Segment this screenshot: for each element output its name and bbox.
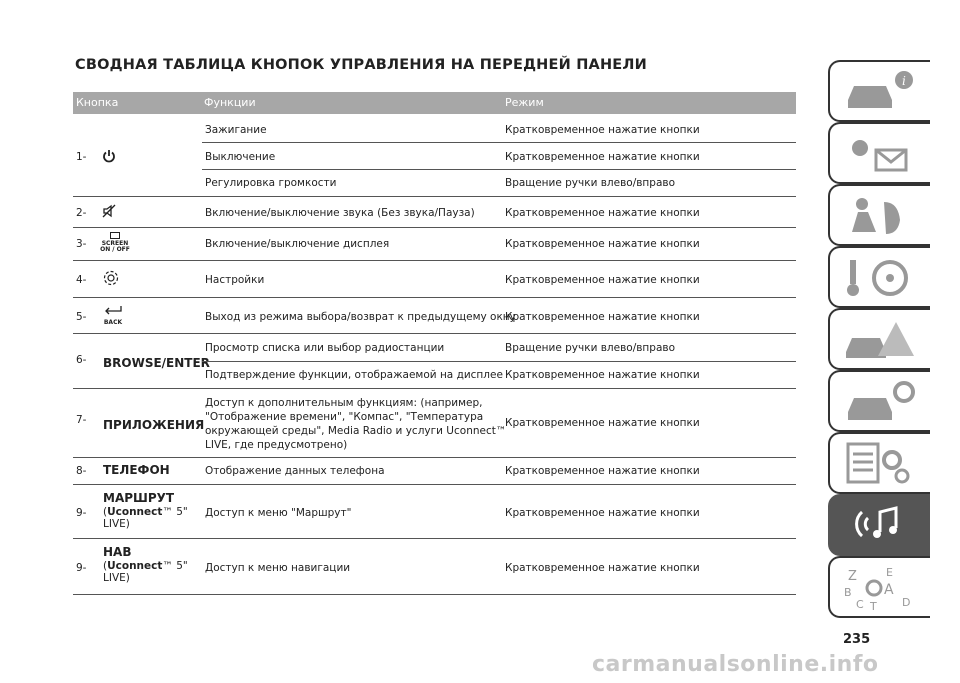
tab-multimedia[interactable] [828,494,930,556]
gear-icon [101,268,121,288]
function-text [205,396,506,452]
row-divider [73,227,796,228]
function-line: окружающей среды", Media Radio и услуги Uconnect™ [205,425,507,437]
mode-text: Кратковременное нажатие кнопки [505,274,700,286]
row-divider [73,196,796,197]
nav-label: НАВ [103,545,132,559]
back-icon [102,304,124,316]
mode-text: Кратковременное нажатие кнопки [505,207,700,219]
header-function: Функции [204,96,256,109]
mode-text: Кратковременное нажатие кнопки [505,507,700,519]
row-number: 7- [76,414,87,426]
mode-text: Кратковременное нажатие кнопки [505,238,700,250]
header-button: Кнопка [76,96,119,109]
row-number: 2- [76,207,87,219]
mode-text: Кратковременное нажатие кнопки [505,124,700,136]
row-number: 4- [76,274,87,286]
car-info-icon [840,68,920,114]
function-text: Подтверждение функции, отображаемой на дисплее [205,369,503,381]
index-letter: C [856,598,864,610]
index-letter: A [884,582,894,598]
screen-label: SCREEN [101,240,129,247]
row-divider [202,142,796,143]
emergency-icon [840,316,920,362]
function-text: Выключение [205,151,276,163]
function-text: Включение/выключение звука (Без звука/Пауза) [205,207,475,219]
phone-label: ТЕЛЕФОН [103,463,170,477]
tab-maintenance[interactable] [828,370,930,432]
header-mode: Режим [505,96,544,109]
mode-text: Кратковременное нажатие кнопки [505,562,700,574]
function-text: Отображение данных телефона [205,465,385,477]
row-divider [202,169,796,170]
mode-text: Кратковременное нажатие кнопки [505,311,700,323]
mode-text: Кратковременное нажатие кнопки [505,417,700,429]
tab-emergency[interactable] [828,308,930,370]
function-text: Включение/выключение дисплея [205,238,390,250]
row-divider [73,484,796,485]
model-note: (Uconnect™ 5" LIVE) [103,506,188,530]
row-divider [73,260,796,261]
function-line: "Отображение времени", "Компас", "Температура [205,411,484,423]
index-icon [840,564,920,610]
row-number: 8- [76,465,87,477]
row-divider [73,538,796,539]
maintenance-icon [840,378,920,424]
row-number: 5- [76,311,87,323]
screen-label: ON / OFF [100,246,130,253]
model-note: (Uconnect™ 5" LIVE) [103,560,188,584]
tab-car-info[interactable] [828,60,930,122]
function-text: Выход из режима выбора/возврат к предыдущему окну [205,311,516,323]
function-text: Доступ к меню навигации [205,562,351,574]
function-text: Зажигание [205,124,267,136]
tab-warning-lights[interactable] [828,122,930,184]
index-letter: E [886,566,893,579]
index-letter: B [844,586,852,599]
tab-technical-data[interactable] [828,432,930,494]
row-divider [73,594,796,595]
svg-text:i: i [902,74,906,88]
row-number: 3- [76,238,87,250]
apps-label: ПРИЛОЖЕНИЯ [103,418,205,432]
browse-enter-label: BROWSE/ENTER [103,356,210,370]
index-letter: D [902,596,911,609]
safety-icon [840,192,920,238]
driving-icon [840,254,920,300]
function-text: Настройки [205,274,265,286]
mode-text: Кратковременное нажатие кнопки [505,465,700,477]
function-text: Регулировка громкости [205,177,337,189]
function-text: Доступ к меню "Маршрут" [205,507,352,519]
watermark: carmanualsonline.info [592,652,879,677]
technical-data-icon [840,440,920,486]
function-line: Доступ к дополнительным функциям: (например, [205,397,483,409]
row-number: 6- [76,354,87,366]
mode-text: Кратковременное нажатие кнопки [505,151,700,163]
row-divider [73,388,796,389]
index-letter: T [870,600,877,610]
back-label: BACK [103,319,123,326]
mode-text: Вращение ручки влево/вправо [505,342,675,354]
warning-lights-icon [840,130,920,176]
multimedia-icon [840,502,920,548]
tab-index[interactable] [828,556,930,618]
row-number: 1- [76,151,87,163]
table-header [73,92,796,114]
index-letter: Z [848,569,857,584]
screen-icon [110,232,120,240]
function-text: Просмотр списка или выбор радиостанции [205,342,445,354]
function-line: LIVE, где предусмотрено) [205,439,348,451]
row-divider [73,457,796,458]
row-divider [73,297,796,298]
route-label: МАРШРУТ [103,491,175,505]
mode-text: Вращение ручки влево/вправо [505,177,675,189]
row-number: 9- [76,507,87,519]
mode-text: Кратковременное нажатие кнопки [505,369,700,381]
tab-driving[interactable] [828,246,930,308]
power-icon [102,149,116,163]
row-divider [202,361,796,362]
row-number: 9- [76,562,87,574]
row-divider [73,333,796,334]
mute-icon [101,203,117,219]
tab-safety[interactable] [828,184,930,246]
page-title: СВОДНАЯ ТАБЛИЦА КНОПОК УПРАВЛЕНИЯ НА ПЕРЕДНЕЙ ПАНЕЛИ [75,57,647,73]
page-number: 235 [843,632,871,647]
